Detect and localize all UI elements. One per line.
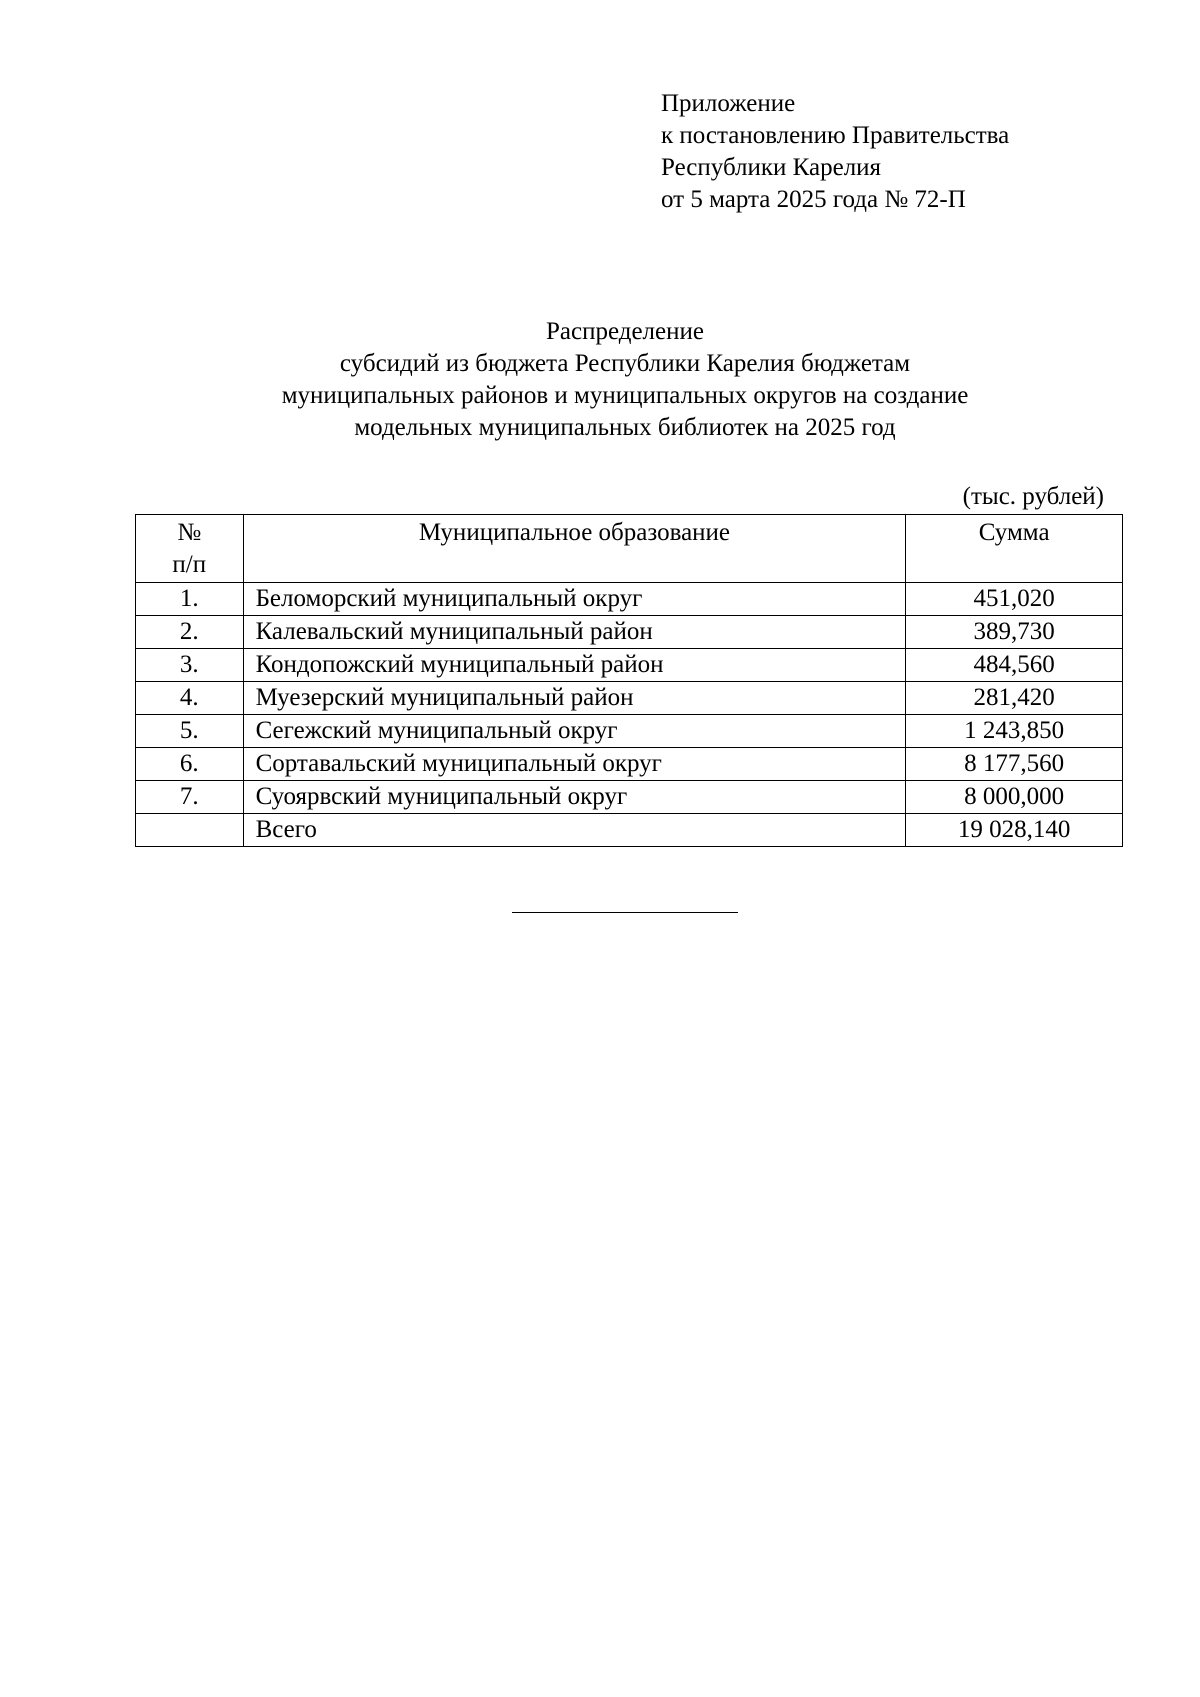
row-municipality: Муезерский муниципальный район [243,682,906,715]
row-number: 3. [136,649,244,682]
row-sum: 451,020 [906,583,1123,616]
table-row [136,715,1123,748]
units-label: (тыс. рублей) [962,483,1104,510]
row-number: 5. [136,715,244,748]
row-municipality: Калевальский муниципальный район [243,616,906,649]
table-row [136,649,1123,682]
row-municipality: Сегежский муниципальный округ [243,715,906,748]
distribution-table [135,514,1123,847]
header-number-line1: № [177,519,202,546]
table-row [136,682,1123,715]
row-number: 6. [136,748,244,781]
row-municipality: Сортавальский муниципальный округ [243,748,906,781]
row-number: 4. [136,682,244,715]
title-line: Распределение [546,318,704,345]
row-number: 2. [136,616,244,649]
appendix-line: Республики Карелия [661,154,882,181]
table-header [136,515,1123,583]
total-sum: 19 028,140 [906,814,1123,847]
header-number-line2: п/п [172,551,207,578]
table-header-row [136,515,1123,583]
row-sum: 1 243,850 [906,715,1123,748]
row-municipality: Суоярвский муниципальный округ [243,781,906,814]
row-municipality: Беломорский муниципальный округ [243,583,906,616]
row-sum: 8 000,000 [906,781,1123,814]
appendix-line: от 5 марта 2025 года № 72-П [661,186,966,213]
total-number [136,814,244,847]
row-sum: 281,420 [906,682,1123,715]
header-municipality: Муниципальное образование [243,515,906,583]
row-sum: 8 177,560 [906,748,1123,781]
table-row [136,781,1123,814]
table-body [136,583,1123,847]
appendix-header [661,88,1009,216]
title-line: муниципальных районов и муниципальных округов на создание [281,382,969,409]
title-line: субсидий из бюджета Республики Карелия бюджетам [339,350,911,377]
appendix-line: Приложение [661,90,796,117]
row-municipality: Кондопожский муниципальный район [243,649,906,682]
row-number: 7. [136,781,244,814]
row-sum: 484,560 [906,649,1123,682]
table-row [136,748,1123,781]
table-row [136,616,1123,649]
title-line: модельных муниципальных библиотек на 2025 год [354,414,896,441]
document-title [0,316,1200,444]
header-number [136,515,244,583]
closing-divider [512,912,738,913]
table-total-row [136,814,1123,847]
table-row [136,583,1123,616]
appendix-line: к постановлению Правительства [661,122,1010,149]
header-sum: Сумма [906,515,1123,583]
row-number: 1. [136,583,244,616]
row-sum: 389,730 [906,616,1123,649]
total-label: Всего [243,814,906,847]
